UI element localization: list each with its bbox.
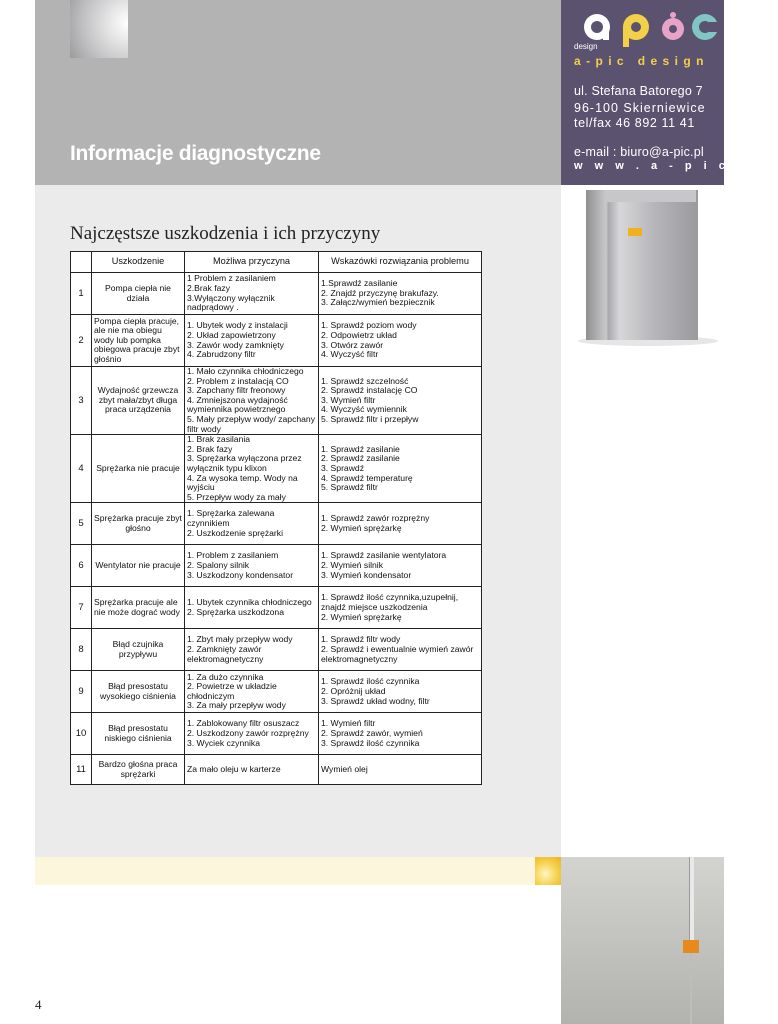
table-row <box>71 755 482 785</box>
phone: tel/fax 46 892 11 41 <box>574 116 695 130</box>
fix-line: 4. Wyczyść filtr <box>321 349 379 360</box>
brand-panel <box>561 0 778 185</box>
cause-cell <box>185 503 319 545</box>
fix-line: 1. Sprawdź filtr wody <box>321 634 401 645</box>
cause-line: 1. Zbyt mały przepływ wody <box>187 634 293 645</box>
fix-cell <box>319 545 482 587</box>
footer-band <box>35 857 535 885</box>
cause-cell <box>185 671 319 713</box>
cause-line: 1. Ubytek wody z instalacji <box>187 320 288 331</box>
fix-line: Wymień olej <box>321 764 368 775</box>
fix-cell <box>319 629 482 671</box>
cause-line: 1. Mało czynnika chłodniczego <box>187 366 304 376</box>
fix-cell <box>319 315 482 367</box>
fault-cell: Pompa ciepła pracuje, ale nie ma obiegu wody lub pompka obiegowa pracuje zbyt głośnio <box>92 315 185 367</box>
fault-cell: Sprężarka nie pracuje <box>92 435 185 503</box>
header-fix: Wskazówki rozwiązania problemu <box>319 252 482 273</box>
cause-line: 2. Uszkodzenie sprężarki <box>187 527 284 538</box>
cause-line: 2. Uszkodzony zawór rozprężny <box>187 728 309 739</box>
row-number: 1 <box>71 273 92 315</box>
fix-cell <box>319 273 482 315</box>
section-title: Najczęstsze uszkodzenia i ich przyczyny <box>70 223 381 244</box>
fix-line: 1. Sprawdź szczelność <box>321 375 409 386</box>
cause-line: 4. Za wysoka temp. Wody na wyjściu <box>187 472 298 493</box>
cause-cell <box>185 587 319 629</box>
fault-cell: Błąd czujnika przypływu <box>92 629 185 671</box>
fault-cell: Sprężarka pracuje ale nie może dograć wody <box>92 587 185 629</box>
logo-subtitle: design <box>574 42 598 51</box>
cause-line: 1. Ubytek czynnika chłodniczego <box>187 597 312 608</box>
table-row <box>71 503 482 545</box>
fix-line: 2. Sprawdź zasilanie <box>321 453 400 464</box>
fix-line: 1. Sprawdź poziom wody <box>321 320 417 331</box>
website: w w w . a - p i c . p l <box>574 160 778 172</box>
cause-line: Za mało oleju w karterze <box>187 764 281 775</box>
fix-cell <box>319 435 482 503</box>
cause-line: 3. Wyciek czynnika <box>187 737 260 748</box>
cause-line: 1. Za dużo czynnika <box>187 671 264 682</box>
fix-cell <box>319 367 482 435</box>
cause-cell <box>185 545 319 587</box>
cause-line: 3. Zawór wody zamknięty <box>187 339 284 350</box>
fix-line: 1. Sprawdź zasilanie wentylatora <box>321 550 447 561</box>
fault-cell: Sprężarka pracuje zbyt głośno <box>92 503 185 545</box>
table-row <box>71 587 482 629</box>
cause-line: 2.Brak fazy <box>187 282 230 293</box>
cause-line: 3. Uszkodzony kondensator <box>187 569 294 580</box>
cause-line: 2. Zamknięty zawór elektromagnetyczny <box>187 644 264 664</box>
cause-cell <box>185 273 319 315</box>
fix-line: 3. Otwórz zawór <box>321 339 384 350</box>
table-row <box>71 435 482 503</box>
fix-line: 2. Wymień silnik <box>321 560 384 571</box>
fix-line: 2. Wymień sprężarkę <box>321 611 402 622</box>
fix-line: 5. Sprawdź filtr i przepływ <box>321 413 419 424</box>
fix-line: 3. Sprawdź układ wodny, filtr <box>321 695 430 706</box>
pipe-image <box>689 857 694 947</box>
header-fault: Uszkodzenie <box>92 252 185 273</box>
fix-line: 4. Sprawdź temperaturę <box>321 472 413 483</box>
cause-line: 5. Mały przepływ wody/ zapchany filtr wody <box>187 413 316 434</box>
table-row <box>71 367 482 435</box>
header-thumbnail-image <box>70 0 128 58</box>
cause-cell <box>185 367 319 435</box>
address-street: ul. Stefana Batorego 7 <box>574 84 703 98</box>
fix-line: 2. Sprawdź instalację CO <box>321 385 418 396</box>
fix-line: 3. Wymień filtr <box>321 394 376 405</box>
installation-photo <box>561 857 724 1024</box>
table-row <box>71 629 482 671</box>
cause-line: 4. Zmniejszona wydajność wymiennika powietrznego <box>187 394 288 415</box>
table-row <box>71 273 482 315</box>
cause-line: 2. Układ zapowietrzony <box>187 329 276 340</box>
fix-cell <box>319 587 482 629</box>
fix-cell <box>319 713 482 755</box>
row-number: 3 <box>71 367 92 435</box>
fix-line: 2. Wymień sprężarkę <box>321 522 402 533</box>
address-city: 96-100 Skierniewice <box>574 101 706 115</box>
cause-line: 1. Problem z zasilaniem <box>187 550 279 561</box>
page-number: 4 <box>35 997 42 1012</box>
cause-line: 4. Zabrudzony filtr <box>187 349 256 360</box>
fix-cell <box>319 755 482 785</box>
fault-cell: Błąd presostatu wysokiego ciśnienia <box>92 671 185 713</box>
cause-line: 2. Sprężarka uszkodzona <box>187 606 284 617</box>
fix-line: 2. Odpowietrz układ <box>321 329 397 340</box>
cause-line: 3. Zapchany filtr freonowy <box>187 385 286 396</box>
cause-line: 2. Spalony silnik <box>187 560 250 571</box>
fix-line: 4. Wyczyść wymiennik <box>321 404 407 415</box>
row-number: 7 <box>71 587 92 629</box>
row-number: 11 <box>71 755 92 785</box>
fix-line: 2. Opróżnij układ <box>321 686 386 697</box>
fault-cell: Pompa ciepła nie działa <box>92 273 185 315</box>
brand-name: a-pic design <box>574 54 709 68</box>
fix-line: 2. Sprawdź i ewentualnie wymień zawór elektromagnetyczny <box>321 644 474 664</box>
header-empty <box>71 252 92 273</box>
cause-line: 1. Sprężarka zalewana czynnikiem <box>187 508 275 529</box>
fix-line: 2. Sprawdź zawór, wymień <box>321 728 423 739</box>
fix-line: 1. Sprawdź ilość czynnika <box>321 676 420 687</box>
cause-line: 3. Sprężarka wyłączona przez wyłącznik typu klixon <box>187 453 302 473</box>
fix-line: 1.Sprawdź zasilanie <box>321 278 398 289</box>
heat-pump-badge <box>628 228 642 236</box>
fix-cell <box>319 503 482 545</box>
email: e-mail : biuro@a-pic.pl <box>574 145 704 159</box>
fix-line: 3. Sprawdź <box>321 462 364 473</box>
valve-image <box>683 940 699 953</box>
table-row <box>71 315 482 367</box>
row-number: 5 <box>71 503 92 545</box>
row-number: 8 <box>71 629 92 671</box>
fix-line: 5. Sprawdź filtr <box>321 482 378 493</box>
row-number: 6 <box>71 545 92 587</box>
cause-line: 1. Brak zasilania <box>187 434 251 445</box>
fault-cell: Bardzo głośna praca sprężarki <box>92 755 185 785</box>
cause-line: 3. Za mały przepływ wody <box>187 700 286 711</box>
pipe-lower-image <box>690 953 692 1024</box>
fault-cell: Błąd presostatu niskiego ciśnienia <box>92 713 185 755</box>
cause-cell <box>185 315 319 367</box>
fix-line: 3. Wymień kondensator <box>321 569 412 580</box>
fix-line: 1. Sprawdź ilość czynnika,uzupełnij, znajdź miejsce uszkodzenia <box>321 592 459 613</box>
fault-cell: Wydajność grzewcza zbyt mała/zbyt długa praca urządzenia <box>92 367 185 435</box>
heat-pump-cabinet-image <box>586 190 698 340</box>
row-number: 10 <box>71 713 92 755</box>
table-row <box>71 671 482 713</box>
fix-line: 2. Znajdź przyczynę brakufazy. <box>321 287 439 298</box>
heat-pump-cabinet-top <box>606 190 696 202</box>
cause-cell <box>185 629 319 671</box>
cause-cell <box>185 755 319 785</box>
cause-line: 2. Problem z instalacją CO <box>187 375 289 386</box>
table-header-row <box>71 252 482 273</box>
footer-accent <box>535 857 561 885</box>
fix-line: 3. Załącz/wymień bezpiecznik <box>321 297 435 308</box>
table-row <box>71 713 482 755</box>
header-cause: Możliwa przyczyna <box>185 252 319 273</box>
row-number: 4 <box>71 435 92 503</box>
cause-line: 1. Zablokowany filtr osuszacz <box>187 718 300 729</box>
fix-cell <box>319 671 482 713</box>
row-number: 9 <box>71 671 92 713</box>
cause-line: 2. Powietrze w układzie chłodniczym <box>187 681 277 701</box>
cause-line: 1 Problem z zasilaniem <box>187 273 276 284</box>
cause-line: 3.Wyłączony wyłącznik nadprądowy . <box>187 292 275 313</box>
row-number: 2 <box>71 315 92 367</box>
fault-cell: Wentylator nie pracuje <box>92 545 185 587</box>
fix-line: 1. Sprawdź zawór rozprężny <box>321 513 430 524</box>
fix-line: 1. Wymień filtr <box>321 718 376 729</box>
cause-cell <box>185 435 319 503</box>
cause-cell <box>185 713 319 755</box>
cause-line: 5. Przepływ wody za mały <box>187 491 286 502</box>
diagnostic-table <box>70 251 482 785</box>
cause-line: 2. Brak fazy <box>187 443 233 454</box>
fix-line: 1. Sprawdź zasilanie <box>321 443 400 454</box>
table-row <box>71 545 482 587</box>
fix-line: 3. Sprawdź ilość czynnika <box>321 737 420 748</box>
page-title: Informacje diagnostyczne <box>70 142 321 165</box>
